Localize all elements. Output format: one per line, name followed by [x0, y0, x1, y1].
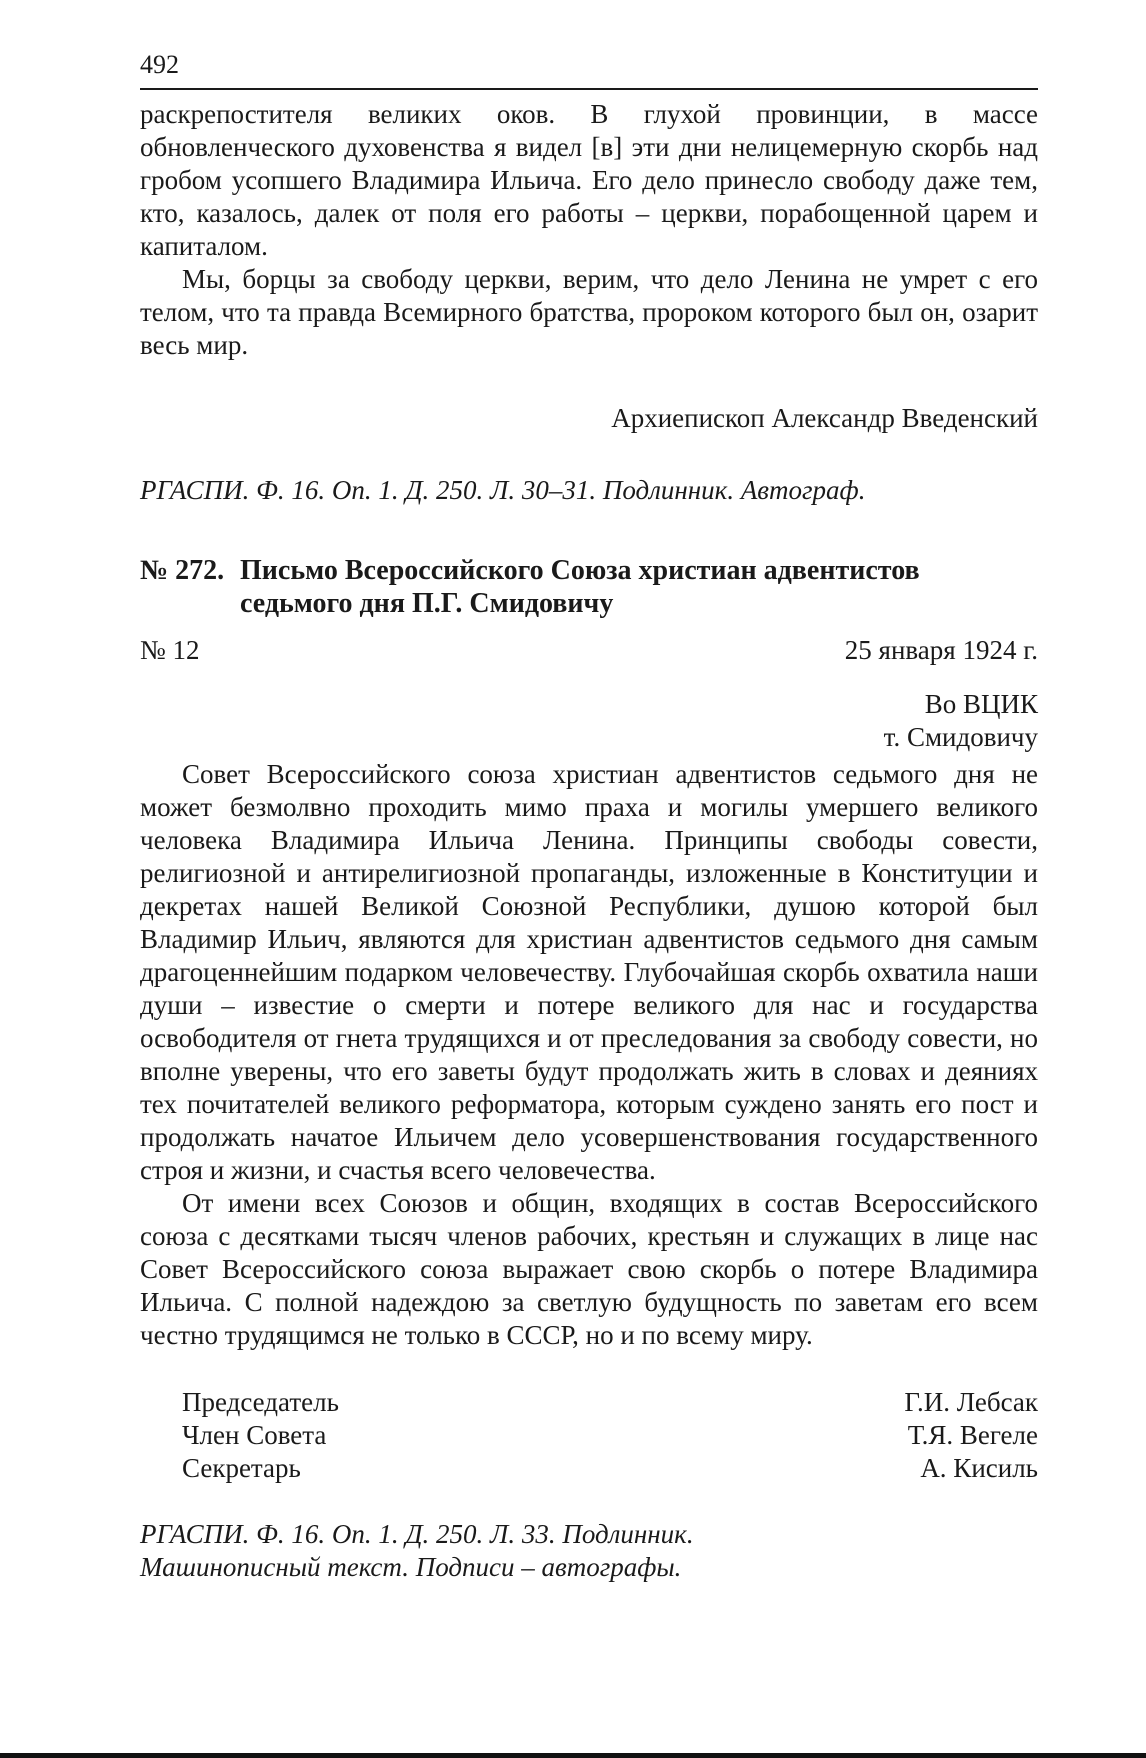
- document-archive-source: [140, 1518, 1038, 1584]
- signatory-name: А. Кисиль: [920, 1453, 1038, 1483]
- signatory-role: Член Совета: [182, 1420, 327, 1450]
- reference-number: № 12: [140, 635, 200, 665]
- document-meta-row: [140, 634, 1038, 667]
- letter-paragraph-2: От имени всех Союзов и общин, входящих в состав Всероссийского союза с десятками тысяч членов рабочих, крестьян и служащих в лице нас Совет Всероссийского союза выражает свою скорбь о потере Владимира Ильича. С полной надеждою за светлую будущность по заветам его всем честно трудящимся не только в СССР, но и по всему миру.: [140, 1188, 1038, 1350]
- document-heading: [140, 554, 1038, 620]
- signatory-name: Т.Я. Вегеле: [907, 1420, 1038, 1450]
- source-line-1: РГАСПИ. Ф. 16. Оп. 1. Д. 250. Л. 33. Подлинник.: [140, 1519, 694, 1549]
- intro-paragraph-2: Мы, борцы за свободу церкви, верим, что дело Ленина не умрет с его телом, что та правда Всемирного братства, пророком которого был он, озарит весь мир.: [140, 264, 1038, 360]
- header-rule: [140, 88, 1038, 90]
- source-line-2: Машинописный текст. Подписи – автографы.: [140, 1552, 682, 1582]
- addressee-line-2: т. Смидовичу: [883, 722, 1038, 752]
- document-date: 25 января 1924 г.: [844, 635, 1038, 665]
- addressee: [140, 688, 1038, 754]
- document-title: Письмо Всероссийского Союза христиан адвентистов седьмого дня П.Г. Смидовичу: [240, 555, 920, 619]
- addressee-line-1: Во ВЦИК: [924, 689, 1038, 719]
- signatories: [140, 1386, 1038, 1485]
- letter-paragraph-1: Совет Всероссийского союза христиан адвентистов седьмого дня не может безмолвно проходить мимо праха и могилы умершего великого человека Владимира Ильича Ленина. Принципы свободы совести, религиозной и антирелигиозной пропаганды, изложенные в Конституции и декретах нашей Великой Союзной Республики, душою которой был Владимир Ильич, являются для христиан адвентистов седьмого дня самым драгоценнейшим подарком человечеству. Глубочайшая скорбь охватила наши души – известие о смерти и потере великого для нас и государства освободителя от гнета трудящихся и от преследования за свободу совести, но вполне уверены, что его заветы будут продолжать жить в словах и деяниях тех почитателей великого реформатора, которым суждено занять его пост и продолжать начатое Ильичем дело усовершенствования государственного строя и жизни, и счастья всего человечества.: [140, 759, 1038, 1185]
- signatory-role: Секретарь: [182, 1453, 301, 1483]
- signatory-row: [140, 1419, 1038, 1452]
- intro-paragraph-1: раскрепостителя великих оков. В глухой провинции, в массе обновленческого духовенства я видел [в] эти дни нелицемерную скорбь над гробом усопшего Владимира Ильича. Его дело принесло свободу даже тем, кто, казалось, далек от поля его работы – церкви, порабощенной царем и капиталом.: [140, 99, 1038, 261]
- intro-section: [140, 98, 1038, 362]
- intro-signature: Архиепископ Александр Введенский: [611, 403, 1038, 433]
- page-number: 492: [140, 50, 179, 79]
- signatory-row: [140, 1386, 1038, 1419]
- signatory-role: Председатель: [182, 1387, 339, 1417]
- signatory-name: Г.И. Лебсак: [904, 1387, 1038, 1417]
- signatory-row: [140, 1452, 1038, 1485]
- document-number: № 272.: [140, 555, 225, 586]
- intro-archive-source: РГАСПИ. Ф. 16. Оп. 1. Д. 250. Л. 30–31. Подлинник. Автограф.: [140, 475, 866, 505]
- letter-body: [140, 758, 1038, 1352]
- bottom-edge-rule: [0, 1753, 1146, 1758]
